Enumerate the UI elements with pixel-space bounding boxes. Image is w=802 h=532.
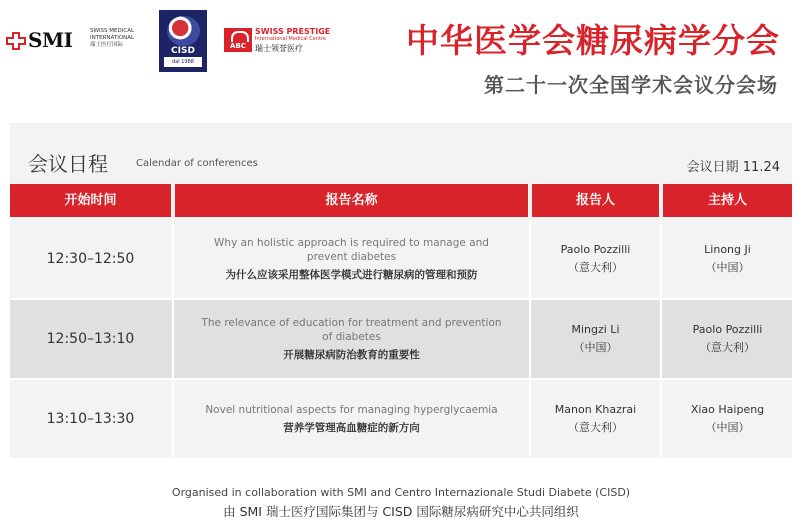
column-divider xyxy=(529,220,531,298)
column-divider xyxy=(529,300,531,378)
speaker-country: （中国） xyxy=(573,341,618,354)
column-divider xyxy=(172,300,174,378)
host-country: （中国） xyxy=(705,261,750,274)
session-row xyxy=(10,380,792,458)
column-divider xyxy=(172,220,174,298)
session-speaker xyxy=(532,220,659,298)
host-country: （意大利） xyxy=(700,341,755,354)
row-divider xyxy=(10,298,792,300)
host-name: Linong Ji xyxy=(704,243,751,256)
footer-note-zh: 由 SMI 瑞士医疗国际集团与 CISD 国际糖尿病研究中心共同组织 xyxy=(223,504,579,519)
session-host xyxy=(663,300,792,378)
session-time: 12:50–13:10 xyxy=(46,331,135,347)
row-divider xyxy=(10,378,792,380)
session-row xyxy=(10,220,792,298)
schedule-panel xyxy=(10,123,792,458)
globe-icon xyxy=(167,16,200,46)
conference-date: 会议日期 11.24 xyxy=(686,160,780,175)
column-divider xyxy=(660,220,662,298)
column-header-start-time: 开始时间 xyxy=(10,184,171,217)
column-divider xyxy=(660,380,662,458)
speaker-name: Mingzi Li xyxy=(571,323,620,336)
footer-note-en: Organised in collaboration with SMI and Centro Internazionale Studi Diabete (CISD) xyxy=(171,486,631,499)
page-title: 中华医学会糖尿病学分会 xyxy=(406,21,780,60)
session-title-zh: 开展糖尿病防治教育的重要性 xyxy=(283,348,420,361)
column-header-host: 主持人 xyxy=(663,184,792,217)
session-time: 13:10–13:30 xyxy=(46,411,135,427)
column-divider xyxy=(172,380,174,458)
smi-cross-icon xyxy=(6,32,26,50)
session-host xyxy=(663,220,792,298)
column-header-speaker: 报告人 xyxy=(532,184,659,217)
swiss-prestige-logo: ABC SWISS PRESTIGE International Medical Centre 瑞士领誉医疗 xyxy=(224,26,334,54)
cisd-logo xyxy=(159,10,207,72)
session-title-en: Why an holistic approach is required to manage and prevent diabetes xyxy=(214,236,489,263)
session-time: 12:30–12:50 xyxy=(46,251,135,267)
session-row xyxy=(10,300,792,378)
session-title-en: Novel nutritional aspects for managing hyperglycaemia xyxy=(205,403,498,416)
arch-icon: ABC xyxy=(224,28,252,52)
host-name: Xiao Haipeng xyxy=(690,403,765,416)
session-speaker xyxy=(532,300,659,378)
smi-logo-subtext: SWISS MEDICAL INTERNATIONAL 瑞士医疗国际 xyxy=(90,28,135,48)
host-name: Paolo Pozzilli xyxy=(692,323,763,336)
calendar-title-en: Calendar of conferences xyxy=(136,158,258,169)
session-title xyxy=(175,220,528,298)
host-country: （中国） xyxy=(705,421,750,434)
calendar-title: 会议日程 xyxy=(28,152,108,176)
column-header-report-title: 报告名称 xyxy=(175,184,528,217)
page-subtitle: 第二十一次全国学术会议分会场 xyxy=(484,73,778,97)
speaker-name: Manon Khazrai xyxy=(554,403,637,416)
session-title-zh: 营养学管理高血糖症的新方向 xyxy=(283,421,420,434)
session-speaker xyxy=(532,380,659,458)
session-title-en: The relevance of education for treatment and prevention of diabetes xyxy=(201,316,502,343)
cisd-logo-text: CISD xyxy=(171,46,195,56)
column-divider xyxy=(660,300,662,378)
column-divider xyxy=(529,380,531,458)
cisd-logo-foot: dal 1988 xyxy=(164,57,202,67)
speaker-name: Paolo Pozzilli xyxy=(560,243,631,256)
speaker-country: （意大利） xyxy=(568,261,623,274)
speaker-country: （意大利） xyxy=(568,421,623,434)
session-title xyxy=(175,380,528,458)
session-title-zh: 为什么应该采用整体医学模式进行糖尿病的管理和预防 xyxy=(225,268,478,281)
smi-logo xyxy=(6,28,146,52)
smi-logo-text: SMI xyxy=(28,28,73,52)
session-title xyxy=(175,300,528,378)
session-host xyxy=(663,380,792,458)
